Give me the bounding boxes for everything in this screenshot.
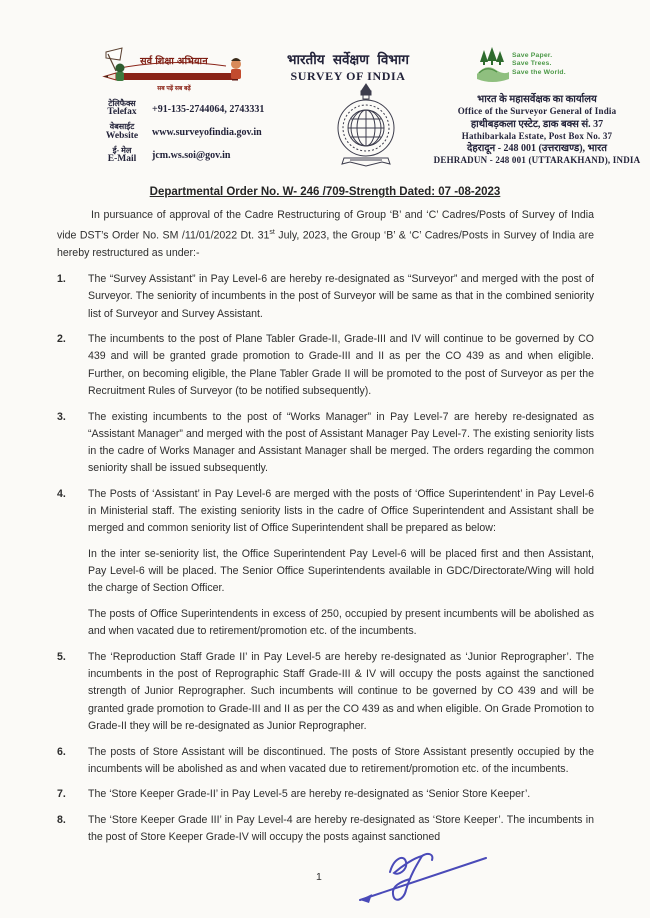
office-title-english: Office of the Surveyor General of India — [457, 106, 617, 116]
sarva-shiksha-abhiyan-logo — [98, 46, 248, 98]
clause-number: 6. — [57, 745, 66, 758]
office-city-english: DEHRADUN - 248 001 (UTTARAKHAND), INDIA — [433, 155, 641, 166]
clause-4 — [57, 486, 594, 641]
letterhead — [0, 0, 650, 178]
clause-2 — [57, 331, 594, 400]
clause-6 — [57, 744, 594, 778]
email-row — [96, 147, 276, 165]
intro-paragraph — [57, 207, 594, 262]
ssa-logo-title: सर्व शिक्षा अभियान — [140, 56, 208, 67]
intro-part1: In pursuance of approval of the Cadre Restructuring of Group ‘B’ and ‘C’ Cadres/Posts of Survey of India vide DST’s Order No. SM /11/01/2022 Dt. 31 — [57, 209, 594, 242]
survey-of-india-emblem-icon — [330, 82, 402, 172]
eco-line-1: Save Paper. — [512, 52, 553, 59]
clause-text: The ‘Reproduction Staff Grade II’ in Pay Level-5 are hereby re-designated as ‘Junior Reprographer’. The incumbents in the post of Reprographic Staff Grade-III & IV will occupy the posts against the sanctioned strength of Junior Reprographer. Such incumbents will continue to be governed by CO 439 and will be granted grade promotion to Grade-III and II as per the CO 439 as and when eligible. On Grade Promotion to Grade-II they will be re-designated as Junior Reprographer. — [88, 651, 594, 732]
clause-text: The ‘Store Keeper Grade-II’ in Pay Level-5 are hereby re-designated as ‘Senior Store Keeper’. — [88, 788, 531, 801]
office-address-block — [428, 93, 646, 167]
save-trees-logo — [476, 46, 646, 90]
trees-icon — [476, 46, 510, 86]
office-street-hindi: हाथीबड़कला एस्टेट, डाक बक्स सं. 37 — [470, 118, 604, 130]
telefax-label-en: Telefax — [107, 107, 137, 118]
email-value: jcm.ws.soi@gov.in — [152, 150, 231, 162]
clause-number: 7. — [57, 788, 66, 801]
department-name-english: SURVEY OF INDIA — [290, 69, 406, 83]
clause-text: The incumbents to the post of Plane Tabler Grade-II, Grade-III and IV will continue to be governed by CO 439 and will be granted grade promotion to Grade-III and II as per the CO 439 as and when eligible. Further, on becoming eligible, the Plane Tabler Grade II will be promoted to the post of Surveyor as per the Recruitment Rules of Surveyor (to be notified subsequently). — [88, 333, 594, 397]
clause-number: 4. — [57, 487, 66, 500]
clause-7 — [57, 786, 594, 803]
clause-number: 8. — [57, 814, 66, 827]
order-body — [57, 207, 594, 855]
email-label-hi: ई- मेल — [112, 145, 132, 155]
clause-8 — [57, 812, 594, 846]
intro-part2: July, 2023, the Group ‘B’ & ‘C’ Cadres/Posts in Survey of India are hereby restructured as under:- — [57, 229, 594, 259]
telefax-row — [96, 100, 276, 118]
office-street-english: Hathibarkala Estate, Post Box No. 37 — [461, 130, 613, 141]
eco-line-2: Save Trees. — [512, 60, 552, 68]
page-number: 1 — [316, 871, 322, 883]
ssa-logo-subtitle: सब पढ़ें सब बढ़ें — [157, 86, 191, 92]
clause-3 — [57, 409, 594, 478]
eco-slogan — [512, 52, 566, 77]
office-title-hindi: भारत के महासर्वेक्षक का कार्यालय — [477, 94, 597, 105]
contact-block — [96, 100, 276, 170]
department-name-hindi: भारतीय सर्वेक्षण विभाग — [287, 52, 409, 67]
clause-number: 1. — [57, 273, 66, 286]
clause-text: The existing incumbents to the post of “Works Manager” in Pay Level-7 are hereby re-designated as “Assistant Manager” and merged with the post of Assistant Manager Pay Level-7. The existing seniority lists in the cadre of Works Manager and Assistant Manager shall be merged. The orders regarding the common seniority shall be issued subsequently. — [88, 410, 594, 475]
intro-superscript: st — [269, 229, 275, 237]
clause-number: 2. — [57, 333, 66, 346]
website-value: www.surveyofindia.gov.in — [152, 127, 262, 139]
clause-text: The “Survey Assistant” in Pay Level-6 are hereby re-designated as “Surveyor” and merged with the post of Surveyor. The seniority of incumbents in the post of Surveyor will be same as that in the combined seniority list of Surveyor and Survey Assistant. — [88, 273, 594, 320]
clause-text: The Posts of ‘Assistant’ in Pay Level-6 are merged with the posts of ‘Office Superintendent’ in Pay Level-6 in Ministerial staff. The existing seniority lists in the cadre of Office Superintendent and Assistant shall be merged and common seniority list of Office Superintendent shall be prepared as below: — [88, 487, 594, 535]
clause-text: The ‘Store Keeper Grade III’ in Pay Level-4 are hereby re-designated as ‘Store Keeper’. The incumbents in the post of Store Keeper Grade-IV will occupy the posts against sanctioned — [88, 814, 594, 844]
website-label-en: Website — [105, 130, 139, 141]
telefax-label-hi: टेलिफैक्स — [108, 99, 136, 108]
website-row — [96, 123, 276, 141]
clause-5 — [57, 649, 594, 735]
clause-number: 5. — [57, 651, 66, 663]
email-label-en: E-Mail — [107, 154, 137, 165]
numbered-clauses — [57, 271, 594, 846]
order-title: Departmental Order No. W- 246 /709-Strength Dated: 07 -08-2023 — [149, 186, 501, 198]
clause-text: The posts of Store Assistant will be discontinued. The posts of Store Assistant presently occupied by the incumbents will be abolished as and when vacated due to retirement/promotion etc. of the incumbents. — [88, 745, 594, 775]
website-label-hi: वेबसाईट — [109, 122, 135, 132]
clause-1 — [57, 271, 594, 323]
clause-number: 3. — [57, 410, 66, 423]
clause-4-subparagraph-2: The posts of Office Superintendents in excess of 250, occupied by present incumbents will be abolished as and when vacated due to retirement/promotion etc. of the incumbents. — [88, 608, 594, 638]
clause-4-subparagraph-1: In the inter se-seniority list, the Office Superintendent Pay Level-6 will be placed first and then Assistant, Pay Level-6 will be placed. The Senior Office Superintendents available in GDC/Directorate/Wing will hold the charge of Section Officer. — [88, 547, 594, 595]
eco-line-3: Save the World. — [512, 68, 566, 76]
office-city-hindi: देहरादून - 248 001 (उत्तराखण्ड), भारत — [467, 143, 607, 155]
department-name — [250, 50, 446, 84]
signature-ink — [338, 846, 508, 914]
telefax-value: +91-135-2744064, 2743331 — [152, 103, 265, 115]
